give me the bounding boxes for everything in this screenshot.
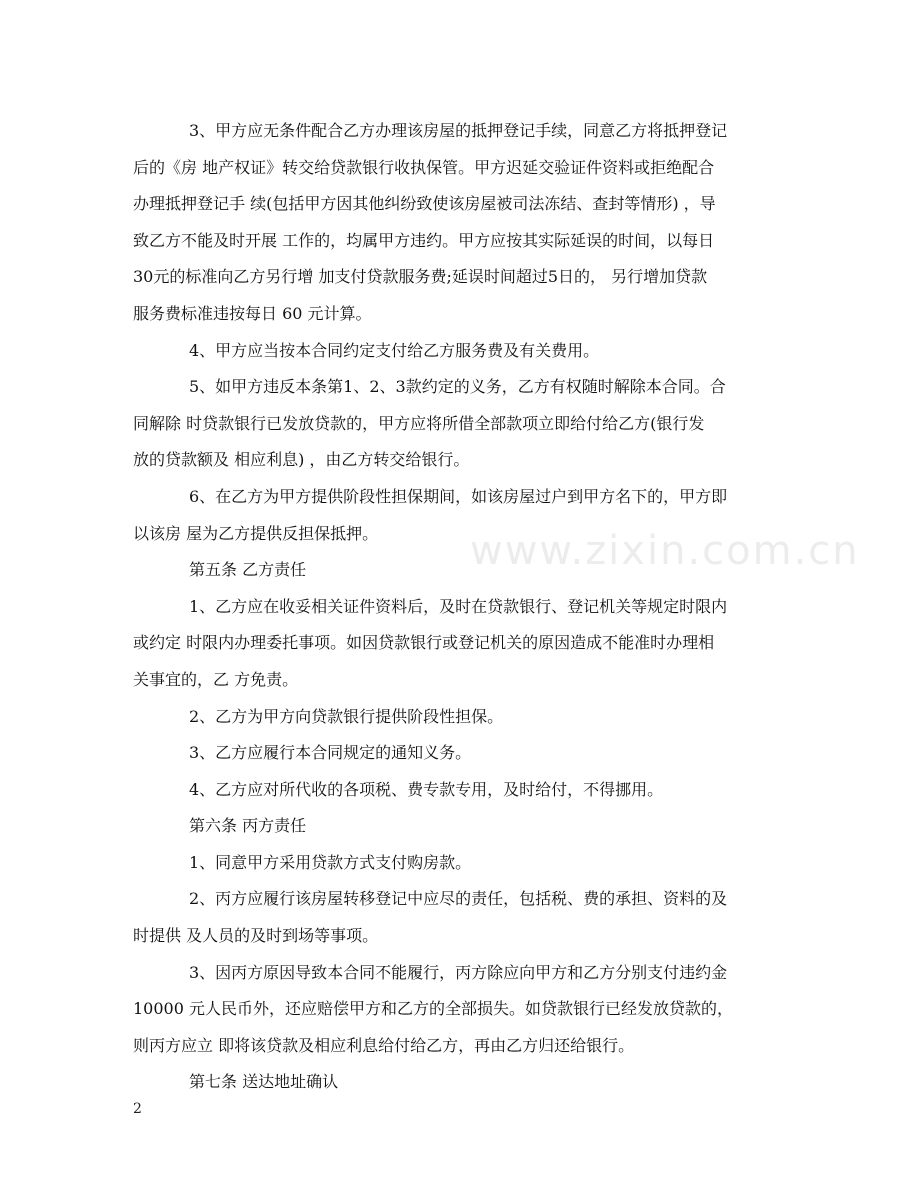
text-line: 3、甲方应无条件配合乙方办理该房屋的抵押登记手续，同意乙方将抵押登记 [189,121,728,140]
clause-paragraph [133,881,793,954]
text-line: 6、在乙方为甲方提供阶段性担保期间，如该房屋过户到甲方名下的，甲方即 [189,486,728,506]
text-line: 1、同意甲方采用贷款方式支付购房款。 [189,852,472,872]
clause-paragraph [133,955,793,1065]
document-body [133,113,793,1101]
text-line: 4、甲方应当按本合同约定支付给乙方服务费及有关费用。 [189,340,600,360]
clause-paragraph [133,845,793,882]
text-line: 致乙方不能及时开展 工作的，均属甲方违约。甲方应按其实际延误的时间，以每日 [133,230,715,250]
text-line: 30元的标准向乙方另行增 加支付贷款服务费;延误时间超过5日的， 另行增加贷款 [133,267,708,287]
text-line: 5、如甲方违反本条第1、2、3款约定的义务，乙方有权随时解除本合同。合 [189,377,726,397]
clause-paragraph [133,735,793,772]
clause-paragraph [133,699,793,736]
clause-paragraph [133,589,793,699]
text-line: 2、丙方应履行该房屋转移登记中应尽的责任，包括税、费的承担、资料的及 [189,889,728,909]
text-line: 第六条 丙方责任 [189,816,307,836]
watermark: www.zixin.com.cn [470,528,860,574]
clause-paragraph [133,113,793,333]
text-line: 服务费标准违按每日 60 元计算。 [133,303,372,323]
text-line: 后的《房 地产权证》转交给贷款银行收执保管。甲方迟延交验证件资料或拒绝配合 [133,157,715,177]
section-heading [133,552,793,589]
clause-paragraph [133,772,793,809]
text-line: 以该房 屋为乙方提供反担保抵押。 [133,523,379,543]
page-number: 2 [133,1101,142,1117]
text-line: 4、乙方应对所代收的各项税、费专款专用，及时给付，不得挪用。 [189,779,664,799]
text-line: 10000 元人民币外，还应赔偿甲方和乙方的全部损失。如贷款银行已经发放贷款的， [133,999,733,1019]
text-line: 则丙方应立 即将该贷款及相应利息给付给乙方，再由乙方归还给银行。 [133,1035,635,1055]
text-line: 3、乙方应履行本合同规定的通知义务。 [189,743,472,763]
clause-paragraph [133,479,793,552]
text-line: 2、乙方为甲方向贷款银行提供阶段性担保。 [189,706,504,726]
text-line: 办理抵押登记手 续(包括甲方因其他纠纷致使该房屋被司法冻结、查封等情形) ，导 [133,194,716,214]
text-line: 1、乙方应在收妥相关证件资料后，及时在贷款银行、登记机关等规定时限内 [189,596,728,616]
text-line: 放的贷款额及 相应利息) ，由乙方转交给银行。 [133,450,470,470]
text-line: 关事宜的，乙 方免责。 [133,669,299,689]
text-line: 或约定 时限内办理委托事项。如因贷款银行或登记机关的原因造成不能准时办理相 [133,633,715,653]
text-line: 3、因丙方原因导致本合同不能履行，丙方除应向甲方和乙方分别支付违约金 [189,962,728,982]
text-line: 第七条 送达地址确认 [189,1072,339,1092]
text-line: 第五条 乙方责任 [189,560,307,580]
section-heading [133,1064,793,1101]
section-heading [133,808,793,845]
text-line: 同解除 时贷款银行已发放贷款的，甲方应将所借全部款项立即给付给乙方(银行发 [133,413,705,433]
clause-paragraph [133,369,793,479]
text-line: 时提供 及人员的及时到场等事项。 [133,926,379,946]
clause-paragraph [133,333,793,370]
